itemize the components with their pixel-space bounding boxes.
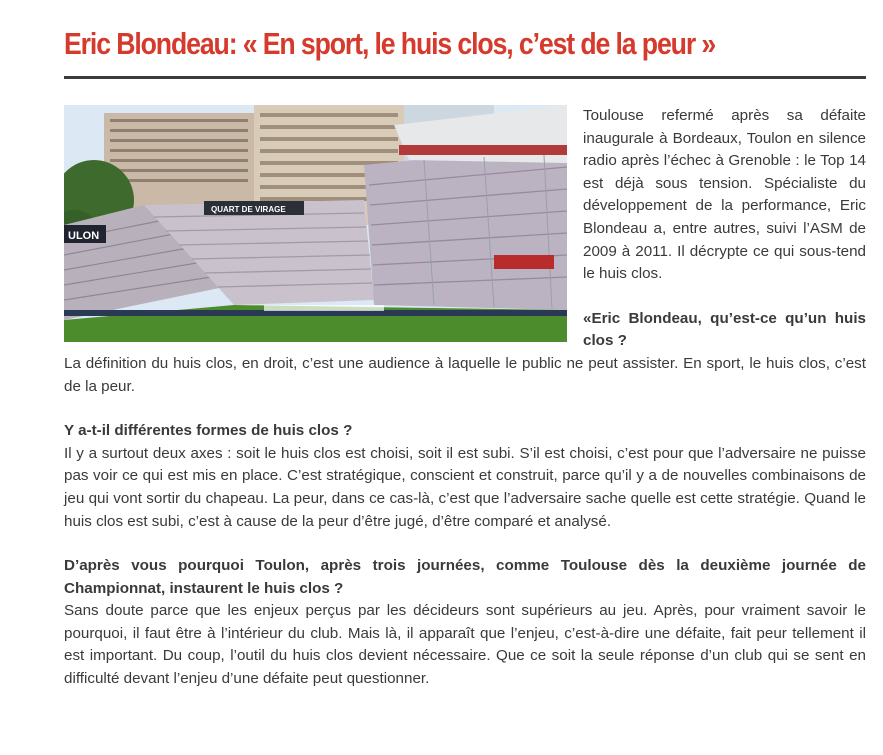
article-body xyxy=(64,105,866,691)
article-title: Eric Blondeau: « En sport, le huis clos, c’est de la peur » xyxy=(64,26,716,61)
stadium-photo xyxy=(64,105,567,342)
stand-sign-text: ULON xyxy=(68,230,100,242)
answer-3: Sans doute parce que les enjeux perçus par les décideurs sont supérieurs au jeu. Après, pour vraiment savoir le pourquoi, il faut être à l’intérieur du club. Mais là, il apparaît que l’enjeu, c’est-à-dire une défaite, fait peur tellement il est important. Du coup, l’outil du huis clos devient nécessaire. Que ce soit la seule réponse d’un club qui se sent en difficulté devant l’enjeu d’une défaite peut questionner. xyxy=(64,602,866,688)
stadium-illustration xyxy=(64,105,567,342)
question-1: «Eric Blondeau, qu’est-ce qu’un huis clos ? xyxy=(583,309,866,350)
question-2: Y a-t-il différentes formes de huis clos ? xyxy=(64,422,353,440)
title-divider xyxy=(64,76,866,79)
answer-1: La définition du huis clos, en droit, c’est une audience à laquelle le public ne peut assister. En sport, le huis clos, c’est de la peur. xyxy=(64,354,866,395)
answer-2: Il y a surtout deux axes : soit le huis clos est choisi, soit il est subi. S’il est choisi, c’est pour que l’adversaire ne puisse pas voir ce qui est mis en place. C’est stratégique, conscient et construit, parce qu’il y a de nouvelles combinaisons de jeu qui vont sortir du chapeau. La peur, dans ce cas-là, c’est que l’adversaire sache quelle est cette stratégie. Quand le huis clos est subi, c’est à cause de la peur d’être jugé, d’être comparé et analysé. xyxy=(64,444,866,530)
quart-de-virage-sign: QUART DE VIRAGE xyxy=(211,205,286,214)
question-3: D’après vous pourquoi Toulon, après trois journées, comme Toulouse dès la deuxième journée de Championnat, instaurent le huis clos ? xyxy=(64,557,866,597)
article xyxy=(64,0,866,691)
article-lead: Toulouse refermé après sa défaite inaugurale à Bordeaux, Toulon en silence radio après l’échec à Grenoble : le Top 14 est déjà sous tension. Spécialiste du développement de la performance, Eric Blondeau a, entre autres, suivi l’ASM de 2009 à 2011. Il décrypte ce qui sous-tend le huis clos. xyxy=(583,107,866,283)
